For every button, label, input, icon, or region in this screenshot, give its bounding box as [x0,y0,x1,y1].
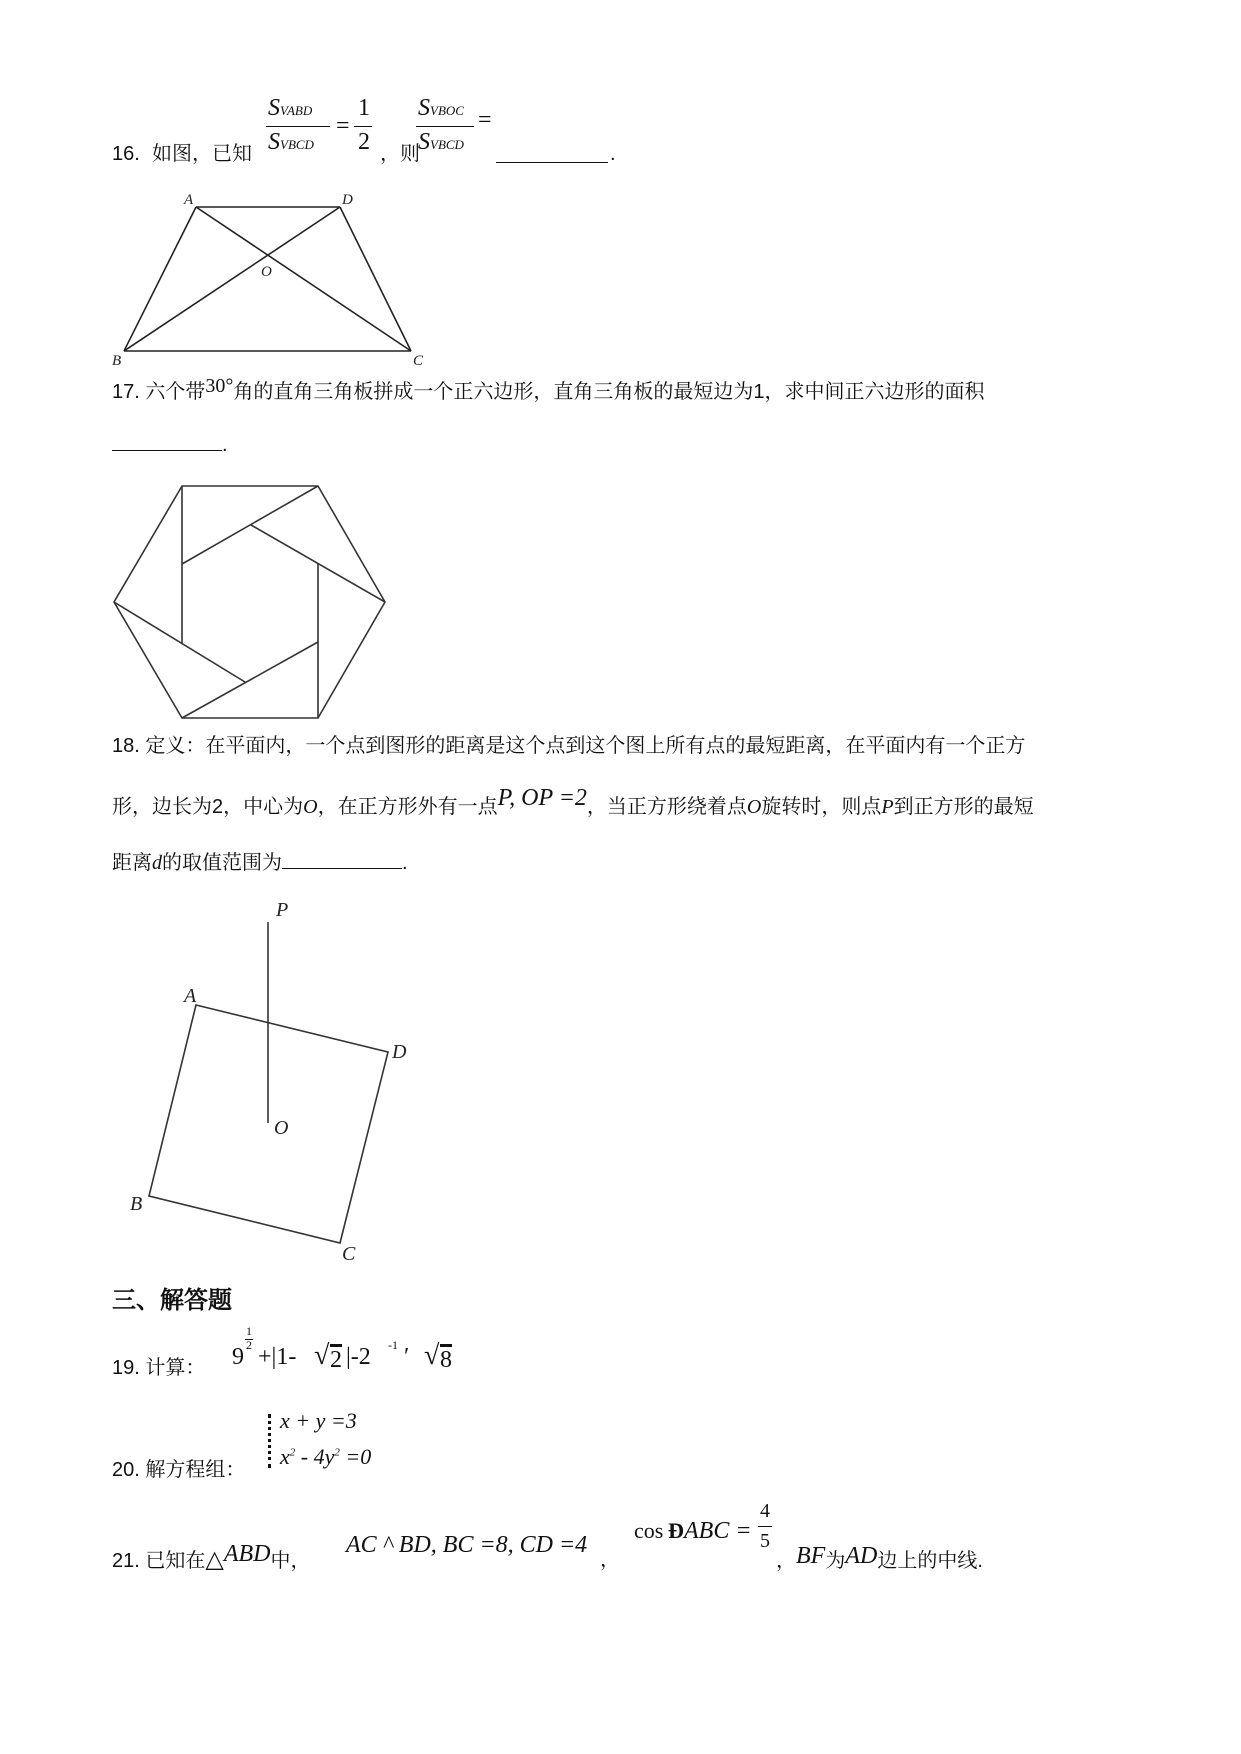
q18-number: 18. [112,735,140,757]
label-d: D [342,192,353,208]
diagonal-bd [124,207,340,351]
q16-trapezoid-figure [100,180,440,370]
q16-fraction-half: 1 2 [352,96,376,166]
equals-sign: = [478,107,492,133]
label-o: O [261,264,272,280]
q18-line2: 形，边长为2，中心为O，在正方形外有一点P, OP =2，当正方形绕着点O旋转时，则点P到正方形的最短 [112,785,1034,818]
q21-condition: AC ^ BD, BC =8, CD =4 [346,1532,588,1558]
label-a: A [184,192,194,208]
label-c: C [342,1243,356,1260]
q18-line3: 距离d的取值范围为 . [112,848,408,875]
fraction-bar [266,126,330,127]
section-title: 三、解答题 [112,1287,232,1314]
q17-text-b: 角的直角三角板拼成一个正六边形，直角三角板的最短边为1，求中间正六边形的面积 [233,381,985,403]
q17-hexagon-figure [100,470,400,730]
segment-ab [124,207,196,351]
q17-answer-line: . [112,430,228,457]
equals-sign: = [336,113,350,139]
diagonal-ac [196,207,411,351]
q20-number: 20. [112,1459,140,1481]
q17-number: 17. [112,381,140,403]
label-c: C [413,353,424,369]
equation-system-brace [268,1414,274,1468]
q20-equation-1: x + y =3 [280,1408,357,1433]
q17-line [112,375,985,404]
q18-square-figure [100,880,420,1260]
angle-30: 30° [205,375,234,397]
q16-mid: ，则 [380,143,420,165]
sqrt-icon: √ [424,1340,440,1371]
q21-cos-expression: cos Ð ABC = 4 5 [634,1500,770,1552]
q19-line: 19. 计算： [112,1357,206,1379]
q21-number: 21. [112,1550,140,1572]
q20-line: 20. 解方程组： [112,1459,246,1481]
outer-hexagon [114,486,385,718]
q16-fraction-abd-bcd: SVABD SVBCD [264,96,334,166]
triangle-icon: △ [205,1546,224,1573]
label-b: B [112,353,122,369]
label-p: P [276,899,289,921]
label-a: A [184,985,197,1007]
q16-number: 16. [112,143,140,165]
q17-text-a: 六个带 [145,381,206,403]
answer-blank-16[interactable] [496,162,608,163]
angle-symbol: Ð [668,1518,684,1543]
q16-fraction-boc-bcd: SVBOC SVBCD [414,96,484,166]
q20-equation-2: $x^2 - 4y^2 =0$ [280,1444,372,1469]
q21-tail: ，BF为AD边上的中线. [776,1543,983,1572]
label-b: B [130,1193,143,1215]
q16-end: . [610,143,616,165]
q21-line: 21. 已知在△ABD中， [112,1541,311,1573]
q18-line1: 18. 定义：在平面内，一个点到图形的距离是这个点到这个图上所有点的最短距离，在平面内有一个正方 [112,735,1026,757]
answer-blank-18[interactable] [282,848,402,869]
label-o: O [274,1117,289,1139]
q16-prefix: 如图，已知 [152,143,252,165]
sqrt-icon: √ [314,1340,330,1371]
q16-line [112,96,632,176]
q19-number: 19. [112,1357,140,1379]
segment-dc [340,207,411,351]
label-d: D [392,1041,407,1063]
answer-blank-17[interactable] [112,430,222,451]
